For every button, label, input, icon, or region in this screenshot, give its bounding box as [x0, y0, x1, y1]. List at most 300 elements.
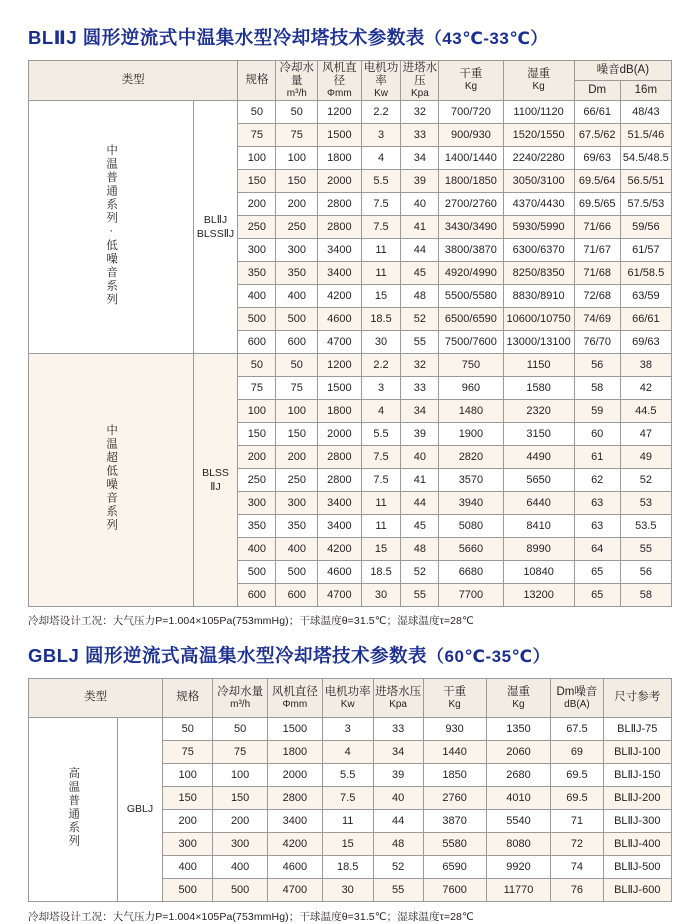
table-cell: 11770 — [486, 879, 551, 902]
table-cell: 50 — [238, 354, 276, 377]
table-cell: 67.5 — [551, 718, 603, 741]
table-cell: 5.5 — [361, 170, 401, 193]
table-cell: 42 — [620, 377, 671, 400]
table1-group1-body — [29, 101, 672, 354]
table-cell: BLⅡJ-200 — [603, 787, 671, 810]
table-cell: 4600 — [268, 856, 323, 879]
header2-fan-label: 风机直径 — [271, 685, 318, 698]
header2-noise-label: Dm噪音 — [556, 685, 598, 698]
table-cell: 63/59 — [620, 285, 671, 308]
table-cell: 55 — [620, 538, 671, 561]
table-cell: 2.2 — [361, 354, 401, 377]
table2-group-body — [29, 718, 672, 902]
model-line: BLSS — [202, 466, 229, 479]
table-cell: 71/66 — [574, 216, 620, 239]
table-cell: 2760 — [423, 787, 486, 810]
header-type: 类型 — [29, 61, 238, 101]
table2-header — [29, 679, 672, 718]
table-cell: 7.5 — [361, 216, 401, 239]
table-cell: 74 — [551, 856, 603, 879]
model-line: BLⅡJ — [203, 213, 228, 226]
table-cell: 2320 — [503, 400, 574, 423]
table-cell: 40 — [401, 193, 439, 216]
table-cell: 11 — [361, 262, 401, 285]
table-cell: BLⅡJ-300 — [603, 810, 671, 833]
header-press — [401, 61, 439, 101]
header-press-label: 进塔水压 — [402, 61, 438, 87]
table-cell: 33 — [401, 124, 439, 147]
header2-ref: 尺寸参考 — [603, 679, 671, 718]
table-cell: 48 — [401, 538, 439, 561]
table-cell: 45 — [401, 262, 439, 285]
table-cell: 30 — [361, 584, 401, 607]
table-cell: 58 — [620, 584, 671, 607]
table-cell: 61/58.5 — [620, 262, 671, 285]
table-cell: 350 — [276, 262, 318, 285]
table-cell: 59/56 — [620, 216, 671, 239]
table-cell: 3570 — [439, 469, 503, 492]
table-cell: 52 — [401, 308, 439, 331]
table-cell: 66/61 — [620, 308, 671, 331]
table-cell: 69/63 — [620, 331, 671, 354]
header-noise: 噪音dB(A) — [574, 61, 671, 81]
header2-spec: 规格 — [163, 679, 213, 718]
table-cell: 7700 — [439, 584, 503, 607]
table-cell: 62 — [574, 469, 620, 492]
table-cell: 5080 — [439, 515, 503, 538]
model-line: GBLJ — [126, 803, 154, 816]
table-cell: 500 — [238, 308, 276, 331]
table-cell: 150 — [238, 423, 276, 446]
table-cell: 4200 — [318, 538, 361, 561]
table-cell: 55 — [401, 331, 439, 354]
table-cell: 1800/1850 — [439, 170, 503, 193]
header2-fan — [268, 679, 323, 718]
table-cell: 65 — [574, 561, 620, 584]
header-noise-16m: 16m — [620, 81, 671, 101]
table-cell: 7600 — [423, 879, 486, 902]
section2-note: 冷却塔设计工况：大气压力P=1.004×105Pa(753mmHg)；干球温度θ=31.5℃；湿球温度τ=28℃ — [28, 911, 474, 923]
header2-flow — [213, 679, 268, 718]
table2-header-row — [29, 679, 672, 718]
group-label-text: 中温超低噪音系列 — [105, 423, 118, 532]
table-cell: 3 — [361, 377, 401, 400]
table-cell: 10600/10750 — [503, 308, 574, 331]
table-cell: 39 — [401, 423, 439, 446]
table-cell: 900/930 — [439, 124, 503, 147]
table-cell: 200 — [163, 810, 213, 833]
table-cell: 51.5/46 — [620, 124, 671, 147]
table-cell: 32 — [401, 101, 439, 124]
table-cell: 3400 — [318, 492, 361, 515]
table-cell: 32 — [401, 354, 439, 377]
table-cell: 9920 — [486, 856, 551, 879]
table-cell: 69.5 — [551, 787, 603, 810]
table-cell: 8410 — [503, 515, 574, 538]
table-cell: 4920/4990 — [439, 262, 503, 285]
header2-flow-unit: m³/h — [230, 698, 251, 710]
table-cell: 50 — [238, 101, 276, 124]
cooling-tower-table-gblj — [28, 678, 672, 902]
table-cell: 2000 — [268, 764, 323, 787]
cooling-tower-table-bl2j — [28, 60, 672, 607]
group-label-1 — [29, 101, 194, 354]
table-cell: 200 — [238, 446, 276, 469]
table-cell: 2820 — [439, 446, 503, 469]
table-cell: 34 — [373, 741, 423, 764]
header2-wet-label: 湿重 — [507, 685, 530, 698]
table-cell: 18.5 — [361, 561, 401, 584]
table-cell: 69.5 — [551, 764, 603, 787]
group-label-2 — [29, 354, 194, 607]
table-cell: 11 — [361, 239, 401, 262]
header-dry — [439, 61, 503, 101]
table-cell: 6680 — [439, 561, 503, 584]
table-cell: 3400 — [318, 262, 361, 285]
table-cell: 8830/8910 — [503, 285, 574, 308]
table-cell: 48 — [401, 285, 439, 308]
header-power-unit: Kw — [374, 87, 388, 99]
table-cell: 44 — [401, 239, 439, 262]
table-cell: 65 — [574, 584, 620, 607]
table-cell: 300 — [276, 239, 318, 262]
section1-title-suffix: （43℃-33℃） — [424, 29, 548, 48]
table-cell: 52 — [620, 469, 671, 492]
table-cell: 11 — [361, 492, 401, 515]
table-cell: 71/68 — [574, 262, 620, 285]
group-label-text: 中温普通系列·低噪音系列 — [105, 143, 118, 307]
table-cell: 53 — [620, 492, 671, 515]
table-cell: 7.5 — [361, 193, 401, 216]
table-cell: 5500/5580 — [439, 285, 503, 308]
table-cell: 400 — [276, 285, 318, 308]
table-cell: 700/720 — [439, 101, 503, 124]
table-cell: 3430/3490 — [439, 216, 503, 239]
header2-flow-label: 冷却水量 — [217, 685, 264, 698]
header-flow-unit: m³/h — [286, 87, 307, 99]
table-cell: 33 — [373, 718, 423, 741]
table1-header-row1 — [29, 61, 672, 81]
header2-dry-unit: Kg — [448, 698, 461, 710]
table-cell: 8990 — [503, 538, 574, 561]
table-cell: 2800 — [318, 469, 361, 492]
table-cell: 56 — [620, 561, 671, 584]
table-cell: 1800 — [268, 741, 323, 764]
table-cell: 72 — [551, 833, 603, 856]
table-cell: 1440 — [423, 741, 486, 764]
header-wet — [503, 61, 574, 101]
table-cell: 400 — [238, 538, 276, 561]
table-cell: 76/70 — [574, 331, 620, 354]
page-title-section2 — [0, 628, 700, 668]
table-cell: 7.5 — [361, 446, 401, 469]
table-cell: 5.5 — [322, 764, 373, 787]
table-cell: 3 — [361, 124, 401, 147]
table-cell: 2800 — [268, 787, 323, 810]
table-cell: 6500/6590 — [439, 308, 503, 331]
table-cell: 1500 — [318, 124, 361, 147]
group-model-2 — [193, 354, 238, 607]
table-cell: 2800 — [318, 446, 361, 469]
table-cell: 200 — [276, 446, 318, 469]
model-line: ⅡJ — [210, 481, 221, 493]
header2-press-label: 进塔水压 — [375, 685, 422, 698]
table-cell: 4370/4430 — [503, 193, 574, 216]
table-cell: 1500 — [318, 377, 361, 400]
table-cell: 3 — [322, 718, 373, 741]
table-cell: 400 — [213, 856, 268, 879]
table-cell: 150 — [276, 170, 318, 193]
table-cell: 47 — [620, 423, 671, 446]
table-cell: 40 — [401, 446, 439, 469]
table-cell: 500 — [163, 879, 213, 902]
table-cell: 1350 — [486, 718, 551, 741]
table-cell: 71/67 — [574, 239, 620, 262]
header-spec: 规格 — [238, 61, 276, 101]
table-cell: 74/69 — [574, 308, 620, 331]
section2-title-suffix: （60℃-35℃） — [426, 647, 551, 666]
table-cell: 2700/2760 — [439, 193, 503, 216]
table-cell: 300 — [163, 833, 213, 856]
table-cell: 5650 — [503, 469, 574, 492]
table-cell: 100 — [163, 764, 213, 787]
table-cell: 69.5/65 — [574, 193, 620, 216]
table-cell: 76 — [551, 879, 603, 902]
table-cell: 75 — [276, 124, 318, 147]
table-cell: 250 — [276, 216, 318, 239]
page-title-section1 — [0, 0, 700, 50]
table-cell: 52 — [401, 561, 439, 584]
table-cell: 58 — [574, 377, 620, 400]
table-cell: BLⅡJ-500 — [603, 856, 671, 879]
table-cell: 4600 — [318, 561, 361, 584]
header2-power-unit: Kw — [340, 698, 355, 710]
table-cell: 4 — [361, 147, 401, 170]
header2-fan-unit: Φmm — [282, 698, 308, 710]
table-cell: 350 — [276, 515, 318, 538]
table-cell: 3400 — [318, 515, 361, 538]
header2-power-label: 电机功率 — [324, 685, 371, 698]
header2-dry — [423, 679, 486, 718]
table-cell: 150 — [163, 787, 213, 810]
table-cell: 53.5 — [620, 515, 671, 538]
table-cell: 71 — [551, 810, 603, 833]
header-flow-label: 冷却水量 — [279, 61, 315, 87]
table-cell: 61 — [574, 446, 620, 469]
table1-group2-body — [29, 354, 672, 607]
header-wet-unit: Kg — [532, 81, 545, 93]
table-cell: 13000/13100 — [503, 331, 574, 354]
table-cell: 55 — [373, 879, 423, 902]
header-dry-unit: Kg — [464, 81, 478, 93]
table-cell: 600 — [238, 584, 276, 607]
table-cell: 960 — [439, 377, 503, 400]
table-cell: 44 — [373, 810, 423, 833]
table-cell: 52 — [373, 856, 423, 879]
table-cell: 41 — [401, 469, 439, 492]
header-noise-dm: Dm — [574, 81, 620, 101]
table-cell: 18.5 — [361, 308, 401, 331]
table-cell: 72/68 — [574, 285, 620, 308]
table-cell: 1800 — [318, 400, 361, 423]
table-cell: 750 — [439, 354, 503, 377]
table-cell: 4600 — [318, 308, 361, 331]
table-cell: 11 — [322, 810, 373, 833]
table-cell: 18.5 — [322, 856, 373, 879]
table-cell: 600 — [276, 331, 318, 354]
header2-type: 类型 — [29, 679, 163, 718]
section1-title-text: BLⅡJ 圆形逆流式中温集水型冷却塔技术参数表 — [28, 27, 425, 48]
table-cell: 40 — [373, 787, 423, 810]
table-cell: 250 — [238, 469, 276, 492]
table-cell: 100 — [213, 764, 268, 787]
table-cell: 250 — [238, 216, 276, 239]
table-cell: 3870 — [423, 810, 486, 833]
table-cell: 2800 — [318, 193, 361, 216]
table-cell: 300 — [238, 239, 276, 262]
table-cell: 4010 — [486, 787, 551, 810]
table-cell: 500 — [276, 561, 318, 584]
table-row — [29, 718, 672, 741]
table-cell: 69 — [551, 741, 603, 764]
table-cell: 48 — [373, 833, 423, 856]
table-cell: 930 — [423, 718, 486, 741]
table-cell: 15 — [361, 538, 401, 561]
table-cell: 69/63 — [574, 147, 620, 170]
table-cell: 11 — [361, 515, 401, 538]
table-cell: 56.5/51 — [620, 170, 671, 193]
table-cell: 15 — [361, 285, 401, 308]
header-power — [361, 61, 401, 101]
table-cell: 400 — [238, 285, 276, 308]
table-cell: BLⅡJ-600 — [603, 879, 671, 902]
table-cell: 4490 — [503, 446, 574, 469]
table-cell: 50 — [163, 718, 213, 741]
table-cell: 4200 — [318, 285, 361, 308]
header-dry-label: 干重 — [459, 68, 483, 81]
table-cell: 3940 — [439, 492, 503, 515]
table-cell: 350 — [238, 262, 276, 285]
table-cell: 200 — [213, 810, 268, 833]
header-power-label: 电机功率 — [363, 61, 399, 87]
group-label-text: 高温普通系列 — [67, 766, 80, 848]
table-cell: 34 — [401, 147, 439, 170]
table-cell: 1480 — [439, 400, 503, 423]
table-cell: BLⅡJ-400 — [603, 833, 671, 856]
table-cell: 8250/8350 — [503, 262, 574, 285]
table-cell: 2000 — [318, 170, 361, 193]
table-cell: 4700 — [268, 879, 323, 902]
table-cell: 1200 — [318, 101, 361, 124]
header-wet-label: 湿重 — [527, 68, 551, 81]
header2-wet-unit: Kg — [512, 698, 525, 710]
table1-header — [29, 61, 672, 101]
table-cell: 30 — [361, 331, 401, 354]
header2-noise-unit: dB(A) — [564, 698, 590, 710]
table-cell: 1150 — [503, 354, 574, 377]
table-cell: 3800/3870 — [439, 239, 503, 262]
table-cell: 75 — [213, 741, 268, 764]
table-cell: 75 — [238, 377, 276, 400]
header-fan-unit: Φmm — [327, 87, 352, 99]
table-cell: 34 — [401, 400, 439, 423]
table-cell: 13200 — [503, 584, 574, 607]
header2-noise — [551, 679, 603, 718]
header2-press-unit: Kpa — [389, 698, 407, 710]
table-row — [29, 354, 672, 377]
table-row — [29, 101, 672, 124]
table-cell: 150 — [238, 170, 276, 193]
table-cell: 6440 — [503, 492, 574, 515]
table-cell: 63 — [574, 492, 620, 515]
table-cell: 50 — [276, 101, 318, 124]
table-cell: 55 — [401, 584, 439, 607]
table-cell: 38 — [620, 354, 671, 377]
table-cell: 1580 — [503, 377, 574, 400]
table-cell: 3150 — [503, 423, 574, 446]
header2-wet — [486, 679, 551, 718]
table-cell: 30 — [322, 879, 373, 902]
header-flow — [276, 61, 318, 101]
table-cell: 56 — [574, 354, 620, 377]
table-cell: 2000 — [318, 423, 361, 446]
table-cell: 600 — [238, 331, 276, 354]
table-cell: 500 — [213, 879, 268, 902]
table-cell: 2060 — [486, 741, 551, 764]
table-cell: 150 — [213, 787, 268, 810]
table-cell: 4200 — [268, 833, 323, 856]
table-cell: 48/43 — [620, 101, 671, 124]
table-cell: 33 — [401, 377, 439, 400]
table-cell: 1400/1440 — [439, 147, 503, 170]
table-cell: 7500/7600 — [439, 331, 503, 354]
table-cell: 69.5/64 — [574, 170, 620, 193]
table-cell: 5.5 — [361, 423, 401, 446]
table-cell: 250 — [276, 469, 318, 492]
section2-title-text: GBLJ 圆形逆流式高温集水型冷却塔技术参数表 — [28, 645, 427, 666]
table-cell: 60 — [574, 423, 620, 446]
table-cell: 100 — [238, 147, 276, 170]
header-fan-label: 风机直径 — [322, 61, 357, 87]
table-cell: 39 — [373, 764, 423, 787]
header2-dry-label: 干重 — [443, 685, 467, 698]
table-cell: 75 — [163, 741, 213, 764]
table-cell: 1200 — [318, 354, 361, 377]
table-cell: 300 — [276, 492, 318, 515]
table-cell: 50 — [213, 718, 268, 741]
table-cell: 2800 — [318, 216, 361, 239]
table-cell: 1500 — [268, 718, 323, 741]
table-cell: 66/61 — [574, 101, 620, 124]
table-cell: 7.5 — [322, 787, 373, 810]
table-cell: 100 — [276, 400, 318, 423]
table-cell: 3400 — [268, 810, 323, 833]
table-cell: 10840 — [503, 561, 574, 584]
table-cell: 7.5 — [361, 469, 401, 492]
table-cell: 4700 — [318, 331, 361, 354]
table-cell: 5660 — [439, 538, 503, 561]
table-cell: 600 — [276, 584, 318, 607]
table-cell: 44.5 — [620, 400, 671, 423]
table-cell: 100 — [276, 147, 318, 170]
table-cell: 1520/1550 — [503, 124, 574, 147]
table-cell: 400 — [276, 538, 318, 561]
table-cell: 300 — [238, 492, 276, 515]
table-cell: 350 — [238, 515, 276, 538]
group-model-1 — [193, 101, 238, 354]
table-cell: 8080 — [486, 833, 551, 856]
table-cell: 1850 — [423, 764, 486, 787]
